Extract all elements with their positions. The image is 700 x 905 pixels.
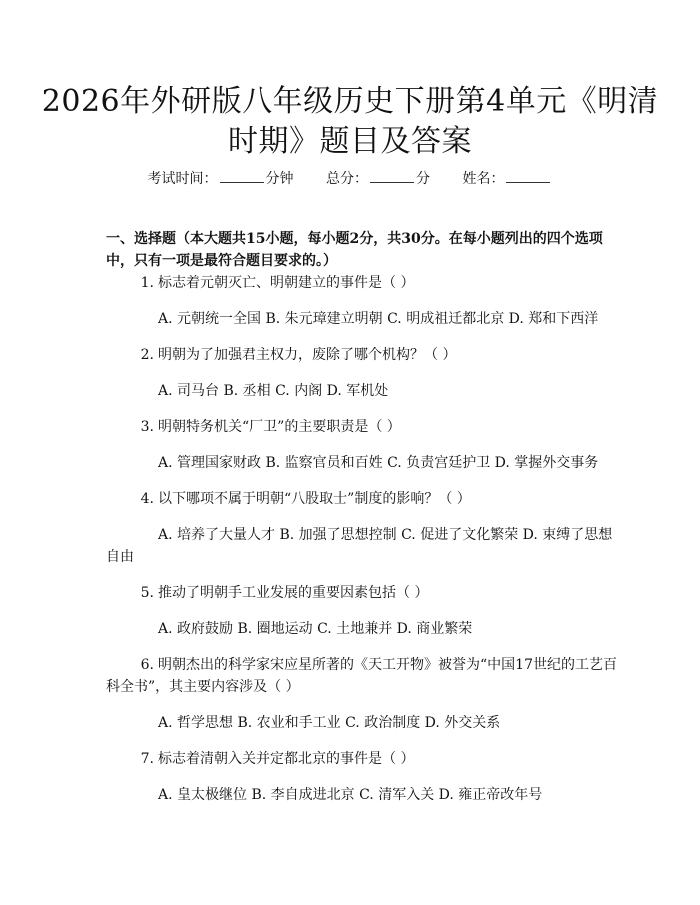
question-item: [106, 344, 626, 402]
exam-time-blank[interactable]: [220, 169, 264, 183]
question-stem: [106, 654, 626, 698]
question-stem: [106, 748, 626, 770]
question-number: 1.: [140, 275, 154, 291]
question-stem: [106, 272, 626, 294]
name-field: [462, 168, 552, 188]
question-item: [106, 488, 626, 568]
question-text: 标志着清朝入关并定都北京的事件是（ ）: [158, 751, 415, 767]
question-text: 明朝特务机关“厂卫”的主要职责是（ ）: [158, 419, 401, 435]
question-item: [106, 272, 626, 330]
question-number: 5.: [140, 585, 154, 601]
question-item: [106, 416, 626, 474]
question-number: 2.: [140, 347, 154, 363]
total-score-unit: 分: [416, 171, 430, 187]
question-options: A. 培养了大量人才 B. 加强了思想控制 C. 促进了文化繁荣 D. 束缚了思想自由: [106, 527, 613, 565]
question-stem: [106, 344, 626, 366]
name-blank[interactable]: [506, 169, 550, 183]
question-number: 6.: [140, 657, 154, 673]
question-item: [106, 582, 626, 640]
name-label: 姓名：: [462, 171, 505, 187]
total-score-label: 总分：: [326, 171, 368, 187]
page-title: 2026年外研版八年级历史下册第4单元《明清时期》题目及答案: [41, 84, 659, 159]
question-options: A. 元朝统一全国 B. 朱元璋建立明朝 C. 明成祖迁都北京 D. 郑和下西洋: [158, 311, 599, 327]
exam-time-unit: 分钟: [265, 171, 294, 187]
question-text: 标志着元朝灭亡、明朝建立的事件是（ ）: [158, 275, 415, 291]
question-text: 推动了明朝手工业发展的重要因素包括（ ）: [158, 585, 429, 601]
question-stem: [106, 488, 626, 510]
total-score-blank[interactable]: [370, 169, 414, 183]
question-text: 以下哪项不属于明朝“八股取士”制度的影响？（ ）: [158, 491, 471, 507]
question-options: A. 司马台 B. 丞相 C. 内阁 D. 军机处: [158, 383, 389, 399]
question-number: 4.: [140, 491, 154, 507]
question-text: 明朝为了加强君主权力，废除了哪个机构？（ ）: [158, 347, 457, 363]
question-number: 3.: [140, 419, 154, 435]
question-options: A. 哲学思想 B. 农业和手工业 C. 政治制度 D. 外交关系: [158, 715, 501, 731]
question-options: A. 管理国家财政 B. 监察官员和百姓 C. 负责宫廷护卫 D. 掌握外交事务: [158, 455, 599, 471]
question-text: 明朝杰出的科学家宋应星所著的《天工开物》被誉为“中国17世纪的工艺百科全书”，其主要内容涉及（ ）: [106, 657, 617, 695]
question-options: A. 政府鼓励 B. 圈地运动 C. 土地兼并 D. 商业繁荣: [158, 621, 473, 637]
section-heading: 一、选择题（本大题共15小题，每小题2分，共30分。在每小题列出的四个选项中，只有一项是最符合题目要求的。）: [106, 231, 603, 269]
question-number: 7.: [140, 751, 154, 767]
exam-time-label: 考试时间：: [147, 171, 218, 187]
question-options: A. 皇太极继位 B. 李自成进北京 C. 清军入关 D. 雍正帝改年号: [158, 787, 543, 803]
question-stem: [106, 582, 626, 604]
total-score-field: [326, 168, 430, 188]
question-stem: [106, 416, 626, 438]
question-list: [106, 272, 626, 820]
exam-time-field: [148, 168, 294, 188]
question-item: [106, 654, 626, 734]
question-item: [106, 748, 626, 806]
exam-meta: [0, 168, 700, 188]
